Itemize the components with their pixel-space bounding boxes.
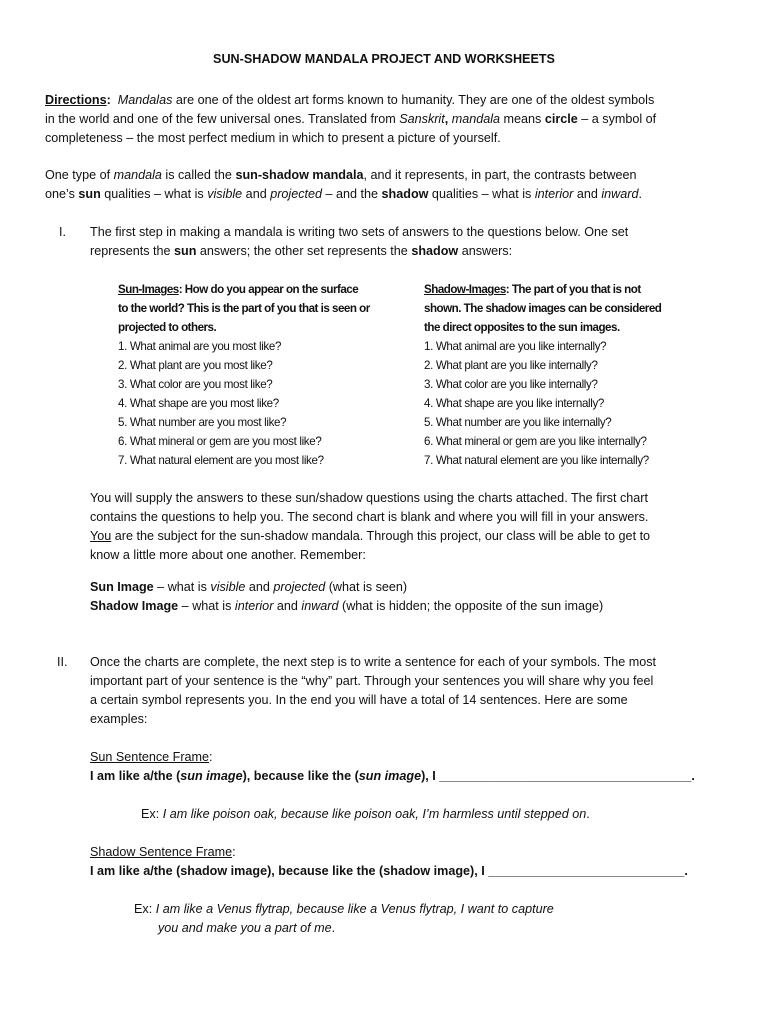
directions-line-1: Directions: Mandalas are one of the oldest art forms known to humanity. They are one of the oldest symbols [45,93,655,107]
sun-question: 4. What shape are you most like? [118,397,279,410]
shadow-images-heading-1: Shadow-Images: The part of you that is not [424,283,641,296]
shadow-example-line-1: Ex: I am like a Venus flytrap, because like a Venus flytrap, I want to capture [134,902,554,916]
section-2-line-1: Once the charts are complete, the next step is to write a sentence for each of your symbols. The most [90,655,657,669]
shadow-images-column [424,280,661,470]
shadow-question: 4. What shape are you like internally? [424,397,605,410]
section-2-numeral: II. [57,655,68,669]
section-1-line-1: The first step in making a mandala is writing two sets of answers to the questions below. One set [90,225,629,239]
section-1-numeral: I. [59,225,66,239]
sun-question: 2. What plant are you most like? [118,359,273,372]
section-2-line-3: a certain symbol represents you. In the end you will have a total of 14 sentences. Here are some [90,693,628,707]
remember-shadow: Shadow Image – what is interior and inward (what is hidden; the opposite of the sun image) [90,599,604,613]
shadow-frame-sentence: I am like a/the (shadow image), because like the (shadow image), I ____________________________. [90,864,688,878]
sun-images-heading-1: Sun-Images: How do you appear on the surface [118,283,359,296]
sun-images-heading-3: projected to others. [118,321,217,334]
supply-line-1: You will supply the answers to these sun/shadow questions using the charts attached. The first chart [90,491,648,505]
section-2-line-4: examples: [90,712,148,726]
page-title: SUN-SHADOW MANDALA PROJECT AND WORKSHEETS [213,52,555,66]
shadow-images-heading-2: shown. The shadow images can be considered [424,302,662,315]
sun-frame-label: Sun Sentence Frame: [90,750,213,764]
shadow-question: 1. What animal are you like internally? [424,340,607,353]
sun-question: 7. What natural element are you most like? [118,454,324,467]
shadow-question: 2. What plant are you like internally? [424,359,598,372]
shadow-example-line-2: you and make you a part of me. [158,921,336,935]
sun-frame-sentence: I am like a/the (sun image), because like the (sun image), I ____________________________________. [90,769,695,783]
sun-question: 1. What animal are you most like? [118,340,282,353]
directions-line-3: completeness – the most perfect medium in which to present a picture of yourself. [45,131,501,145]
directions-line-2: in the world and one of the few universal ones. Translated from Sanskrit, mandala means circle – a symbol of [45,112,657,126]
shadow-question: 6. What mineral or gem are you like internally? [424,435,647,448]
intro-line-1: One type of mandala is called the sun-shadow mandala, and it represents, in part, the contrasts between [45,168,637,182]
shadow-question: 7. What natural element are you like internally? [424,454,649,467]
supply-line-3: You are the subject for the sun-shadow mandala. Through this project, our class will be able to get to [90,529,651,543]
sun-images-label: Sun-Images [118,283,179,296]
shadow-question: 5. What number are you like internally? [424,416,612,429]
sun-question: 3. What color are you most like? [118,378,273,391]
sun-example: Ex: I am like poison oak, because like poison oak, I’m harmless until stepped on. [141,807,590,821]
supply-line-4: know a little more about one another. Remember: [90,548,366,562]
sun-images-heading-2: to the world? This is the part of you that is seen or [118,302,370,315]
supply-line-2: contains the questions to help you. The second chart is blank and where you will fill in your answers. [90,510,649,524]
sun-images-column [118,280,370,470]
intro-line-2: one’s sun qualities – what is visible and projected – and the shadow qualities – what is interior and inward. [45,187,642,201]
shadow-question: 3. What color are you like internally? [424,378,598,391]
section-1-line-2: represents the sun answers; the other set represents the shadow answers: [90,244,513,258]
sun-question: 5. What number are you most like? [118,416,287,429]
shadow-frame-label: Shadow Sentence Frame: [90,845,236,859]
shadow-images-heading-3: the direct opposites to the sun images. [424,321,620,334]
remember-sun: Sun Image – what is visible and projected (what is seen) [90,580,408,594]
shadow-images-label: Shadow-Images [424,283,506,296]
section-2-line-2: important part of your sentence is the “why” part. Through your sentences you will share why you feel [90,674,654,688]
sun-question: 6. What mineral or gem are you most like? [118,435,322,448]
directions-label: Directions [45,93,107,107]
